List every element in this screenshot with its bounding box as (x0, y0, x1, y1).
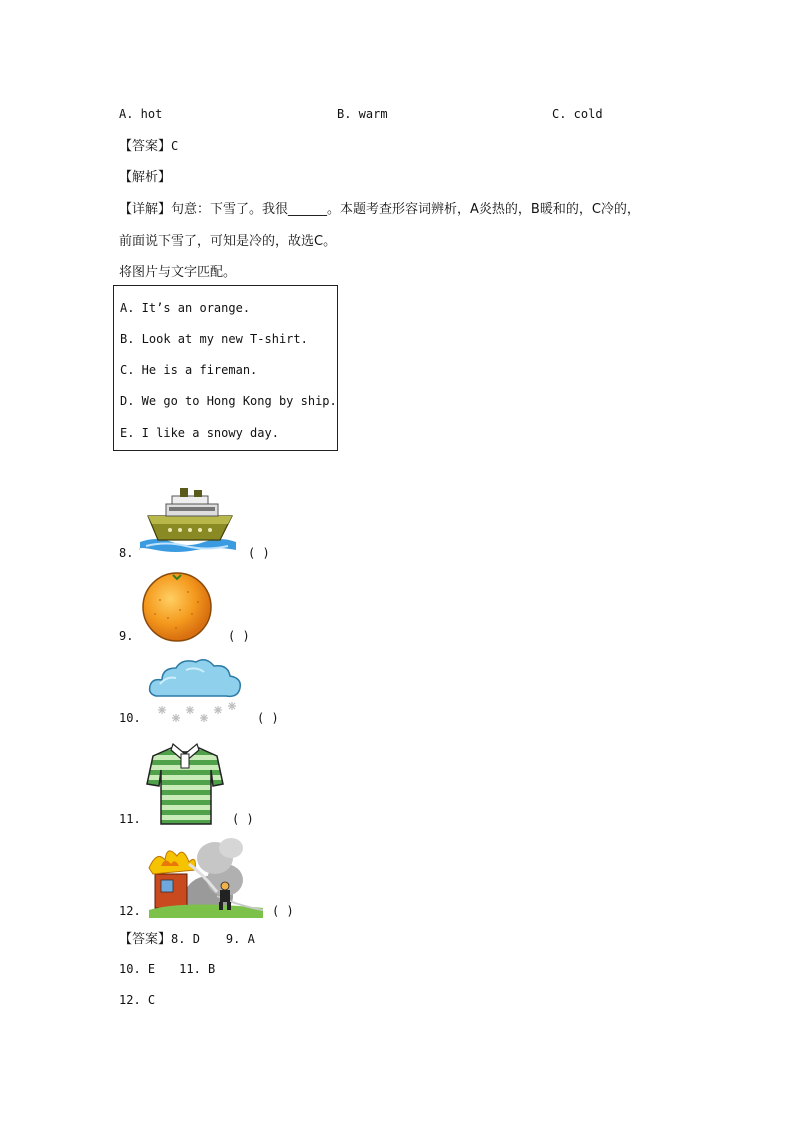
answer-blank[interactable]: ( ) (257, 711, 279, 725)
box-item-a: A. It’s an orange. (120, 301, 251, 315)
detail-label: 【详解】 (119, 202, 172, 217)
question-number: 11. (119, 812, 141, 826)
question-number: 12. (119, 904, 141, 918)
option-a: A. hot (119, 107, 163, 121)
tshirt-icon (145, 740, 225, 828)
analysis-label: 【解析】 (119, 170, 172, 185)
sentence-box (113, 285, 338, 451)
detail-line-1 (119, 198, 640, 217)
answer-10: 10. E (119, 962, 156, 976)
detail-line-2: 前面说下雪了，可知是冷的，故选C。 (119, 234, 337, 249)
answers-row-3 (119, 992, 155, 1007)
box-item-b: B. Look at my new T-shirt. (120, 332, 308, 346)
option-b: B. warm (337, 107, 388, 121)
snow-cloud-icon (146, 654, 244, 726)
answers-row-1 (119, 928, 255, 947)
answers-row-2 (119, 961, 215, 976)
box-item-e: E. I like a snowy day. (120, 426, 279, 440)
answer-9: 9. A (225, 932, 255, 946)
box-item-c: C. He is a fireman. (120, 363, 258, 377)
answer-8: 8. D (171, 932, 200, 946)
answer-blank[interactable]: ( ) (228, 629, 250, 643)
answer-blank[interactable]: ( ) (272, 904, 294, 918)
answer-value: C (171, 139, 179, 153)
answer-11: 11. B (179, 962, 216, 976)
box-item-d: D. We go to Hong Kong by ship. (120, 394, 337, 408)
answer-line (119, 135, 178, 154)
orange-icon (140, 570, 216, 642)
instruction: 将图片与文字匹配。 (119, 265, 237, 280)
answer-blank[interactable]: ( ) (232, 812, 254, 826)
answer-blank[interactable]: ( ) (248, 546, 270, 560)
answer-12: 12. C (119, 993, 156, 1007)
option-c: C. cold (552, 107, 603, 121)
question-number: 10. (119, 711, 141, 725)
answer-label: 【答案】 (119, 139, 172, 154)
answers-label: 【答案】 (119, 932, 172, 947)
question-number: 9. (119, 629, 134, 643)
detail-text-1: 句意：下雪了。我很______。本题考查形容词辨析，A炎热的，B暖和的，C冷的， (171, 202, 640, 217)
fireman-icon (143, 834, 263, 918)
ship-icon (136, 486, 236, 558)
question-number: 8. (119, 546, 134, 560)
